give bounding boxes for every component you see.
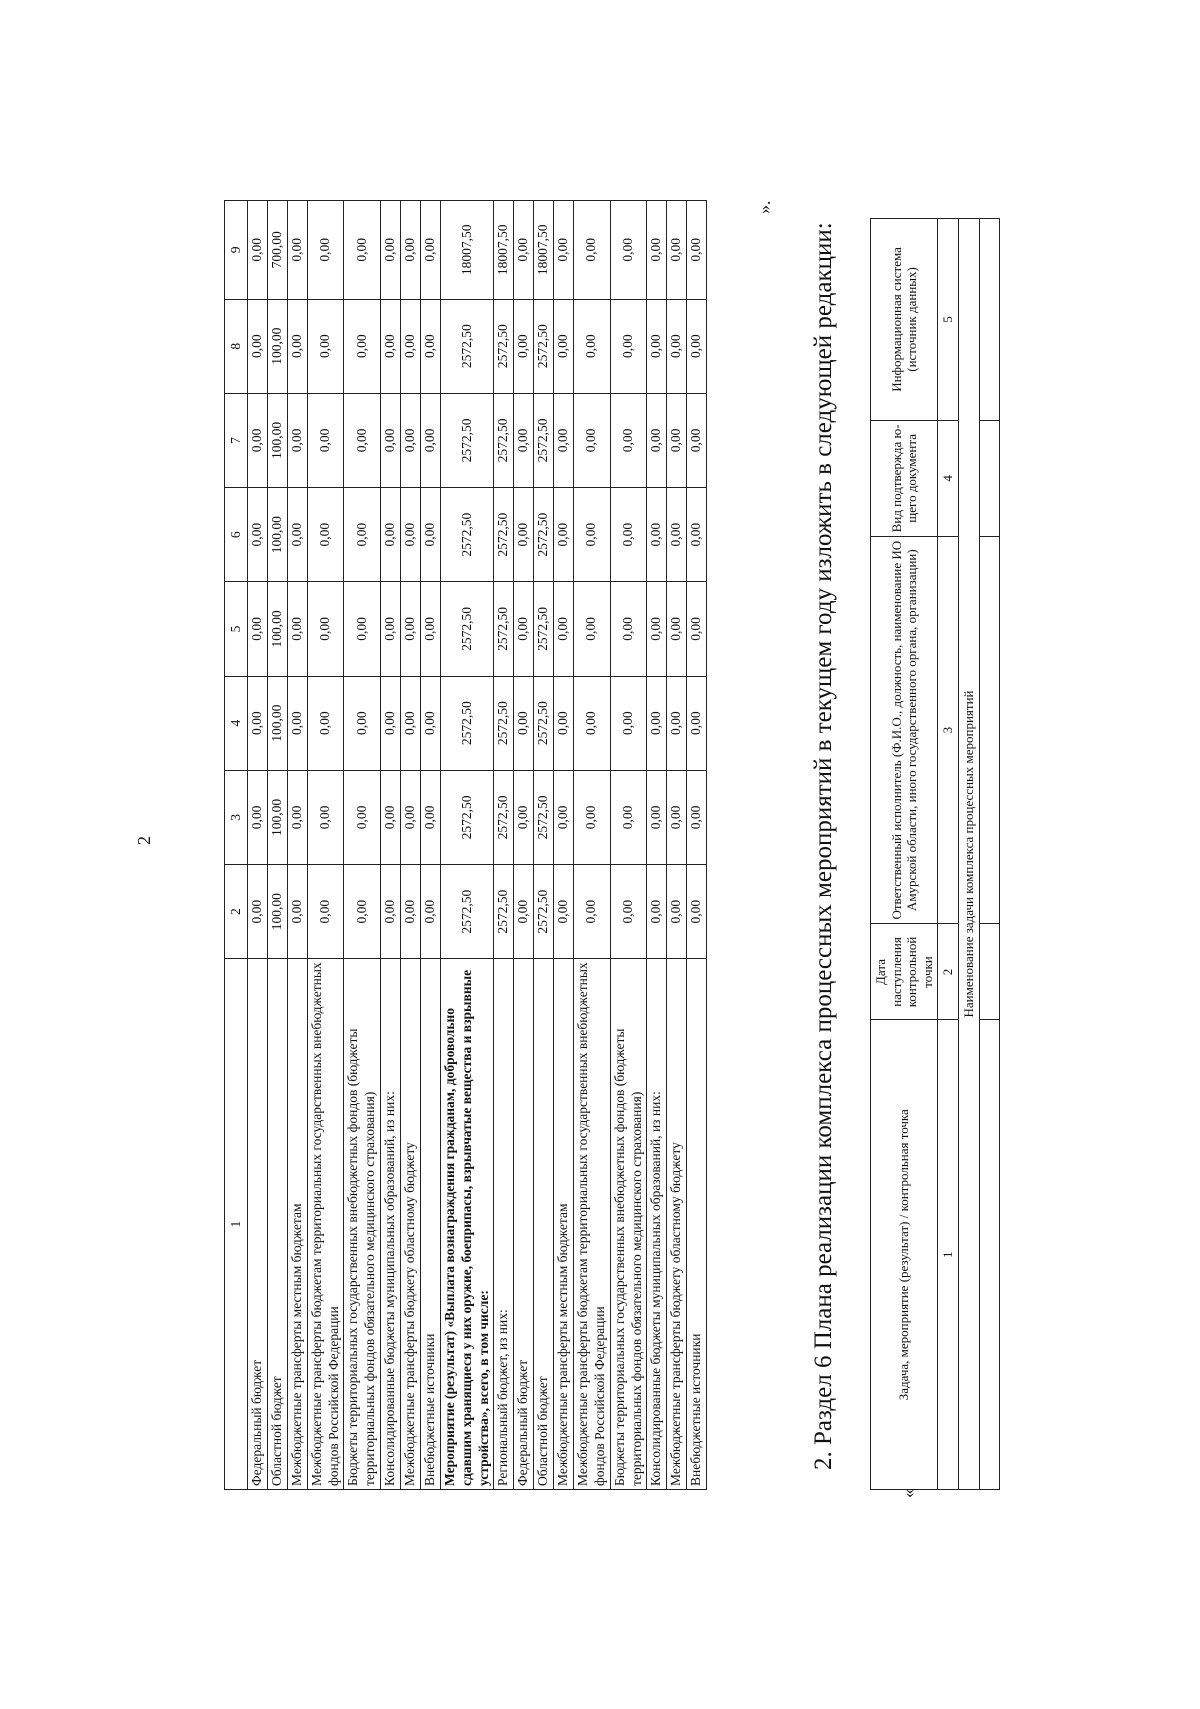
budget-value: 0,00	[610, 201, 647, 300]
column-number-header: 6	[225, 488, 248, 582]
budget-value: 0,00	[514, 201, 534, 300]
budget-source-name: Консолидированные бюджеты муниципальных образований, из них:	[381, 959, 401, 1490]
budget-value: 100,00	[267, 393, 287, 487]
budget-value: 0,00	[647, 865, 667, 959]
budget-value: 100,00	[267, 865, 287, 959]
budget-value: 0,00	[307, 488, 344, 582]
budget-value: 2572,50	[534, 865, 554, 959]
budget-value: 0,00	[420, 299, 440, 393]
budget-value: 0,00	[647, 393, 667, 487]
budget-value: 0,00	[401, 582, 421, 676]
budget-value: 0,00	[514, 770, 534, 864]
budget-value: 0,00	[667, 393, 687, 487]
budget-value: 0,00	[287, 770, 307, 864]
empty-cell	[979, 219, 1000, 421]
column-number-header: 9	[225, 201, 248, 300]
budget-row	[440, 201, 494, 1490]
budget-value: 0,00	[573, 865, 610, 959]
budget-value: 100,00	[267, 582, 287, 676]
budget-value: 0,00	[381, 488, 401, 582]
budget-value: 0,00	[420, 201, 440, 300]
budget-value: 0,00	[381, 770, 401, 864]
budget-value: 2572,50	[440, 488, 494, 582]
budget-value: 0,00	[514, 299, 534, 393]
column-number-header: 3	[225, 770, 248, 864]
budget-value: 0,00	[307, 770, 344, 864]
budget-row	[401, 201, 421, 1490]
budget-value: 0,00	[307, 676, 344, 770]
budget-value: 0,00	[514, 865, 534, 959]
budget-value: 0,00	[248, 865, 268, 959]
budget-value: 0,00	[287, 488, 307, 582]
budget-value: 0,00	[667, 770, 687, 864]
budget-value: 2572,50	[440, 676, 494, 770]
budget-value: 0,00	[307, 393, 344, 487]
budget-value: 0,00	[687, 582, 707, 676]
budget-value: 18007,50	[494, 201, 514, 300]
empty-cell	[979, 1020, 1000, 1490]
budget-row	[267, 201, 287, 1490]
budget-value: 0,00	[344, 582, 381, 676]
budget-row	[667, 201, 687, 1490]
budget-value: 0,00	[248, 770, 268, 864]
section-heading: 2. Раздел 6 Плана реализации комплекса процессных мероприятий в текущем году изложить в следующей редакции:	[810, 222, 837, 1470]
budget-value: 0,00	[687, 676, 707, 770]
budget-value: 2572,50	[534, 582, 554, 676]
budget-value: 2572,50	[494, 299, 514, 393]
budget-value: 2572,50	[440, 865, 494, 959]
budget-value: 0,00	[554, 770, 574, 864]
column-number-header: 1	[225, 959, 248, 1490]
budget-value: 0,00	[573, 201, 610, 300]
budget-value: 0,00	[344, 201, 381, 300]
budget-value: 0,00	[610, 299, 647, 393]
budget-source-name: Межбюджетные трансферты местным бюджетам	[287, 959, 307, 1490]
budget-row	[307, 201, 344, 1490]
budget-value: 0,00	[554, 201, 574, 300]
plan-column-number: 3	[938, 536, 959, 924]
opening-quote: «	[898, 1489, 918, 1498]
budget-value: 0,00	[573, 676, 610, 770]
budget-value: 0,00	[401, 676, 421, 770]
column-number-header: 4	[225, 676, 248, 770]
budget-source-name: Межбюджетные трансферты бюджетам территориальных государственных внебюджетных фондов Российской Федерации	[307, 959, 344, 1490]
budget-value: 0,00	[344, 865, 381, 959]
budget-value: 0,00	[610, 676, 647, 770]
budget-source-name: Внебюджетные источники	[687, 959, 707, 1490]
budget-value: 2572,50	[440, 393, 494, 487]
budget-source-name: Региональный бюджет, из них:	[494, 959, 514, 1490]
budget-row	[647, 201, 667, 1490]
budget-value: 0,00	[687, 770, 707, 864]
budget-value: 0,00	[514, 393, 534, 487]
budget-value: 2572,50	[534, 488, 554, 582]
budget-value: 0,00	[344, 393, 381, 487]
page-number: 2	[134, 836, 154, 845]
plan-column-header: Задача, мероприятие (результат) / контрольная точка	[871, 1020, 938, 1490]
plan-table-header-row	[871, 219, 938, 1490]
budget-value: 0,00	[573, 488, 610, 582]
budget-table-column-numbers	[225, 201, 248, 1490]
budget-value: 0,00	[667, 865, 687, 959]
budget-value: 0,00	[610, 582, 647, 676]
budget-value: 0,00	[287, 201, 307, 300]
budget-value: 0,00	[514, 488, 534, 582]
budget-row	[381, 201, 401, 1490]
empty-cell	[979, 924, 1000, 1020]
plan-column-header: Ответственный исполнитель (Ф.И.О., должность, наименование ИО Амурской области, иного государственного органа, организации)	[871, 536, 938, 924]
budget-value: 0,00	[287, 299, 307, 393]
budget-value: 2572,50	[440, 299, 494, 393]
budget-value: 2572,50	[534, 676, 554, 770]
budget-value: 0,00	[420, 582, 440, 676]
budget-source-name: Внебюджетные источники	[420, 959, 440, 1490]
budget-source-name: Межбюджетные трансферты бюджету областному бюджету	[401, 959, 421, 1490]
budget-value: 0,00	[401, 299, 421, 393]
budget-value: 0,00	[667, 201, 687, 300]
budget-source-name: Областной бюджет	[534, 959, 554, 1490]
budget-value: 0,00	[381, 201, 401, 300]
plan-column-number: 2	[938, 924, 959, 1020]
budget-value: 0,00	[514, 676, 534, 770]
budget-value: 2572,50	[534, 299, 554, 393]
plan-column-header: Дата наступления контрольной точки	[871, 924, 938, 1020]
budget-value: 0,00	[344, 299, 381, 393]
budget-value: 0,00	[647, 676, 667, 770]
budget-value: 0,00	[307, 201, 344, 300]
budget-value: 0,00	[248, 299, 268, 393]
budget-value: 0,00	[381, 865, 401, 959]
budget-value: 0,00	[554, 865, 574, 959]
budget-value: 0,00	[381, 582, 401, 676]
budget-row	[344, 201, 381, 1490]
budget-value: 0,00	[248, 201, 268, 300]
budget-value: 0,00	[647, 770, 667, 864]
budget-value: 0,00	[687, 201, 707, 300]
budget-value: 100,00	[267, 299, 287, 393]
budget-value: 0,00	[248, 582, 268, 676]
budget-value: 0,00	[610, 770, 647, 864]
budget-value: 0,00	[554, 676, 574, 770]
plan-column-number: 5	[938, 219, 959, 421]
closing-quote: ».	[754, 200, 774, 214]
budget-value: 18007,50	[440, 201, 494, 300]
budget-value: 0,00	[573, 299, 610, 393]
budget-row	[610, 201, 647, 1490]
column-number-header: 8	[225, 299, 248, 393]
budget-value: 0,00	[248, 393, 268, 487]
budget-value: 0,00	[667, 488, 687, 582]
plan-column-header: Информационная система (источник данных)	[871, 219, 938, 421]
budget-value: 0,00	[687, 488, 707, 582]
budget-source-name: Областной бюджет	[267, 959, 287, 1490]
budget-value: 0,00	[248, 676, 268, 770]
budget-value: 100,00	[267, 488, 287, 582]
task-name-cell: Наименование задачи комплекса процессных мероприятий	[958, 219, 979, 1490]
budget-source-name: Бюджеты территориальных государственных внебюджетных фондов (бюджеты территориальных фондов обязательного медицинского страхования)	[344, 959, 381, 1490]
budget-source-name: Бюджеты территориальных государственных внебюджетных фондов (бюджеты территориальных фондов обязательного медицинского страхования)	[610, 959, 647, 1490]
budget-value: 2572,50	[534, 393, 554, 487]
budget-value: 0,00	[687, 299, 707, 393]
budget-value: 0,00	[667, 582, 687, 676]
plan-column-header: Вид подтвержда ю-щего документа	[871, 420, 938, 536]
budget-value: 0,00	[381, 393, 401, 487]
budget-row	[534, 201, 554, 1490]
budget-value: 0,00	[344, 676, 381, 770]
budget-value: 0,00	[401, 201, 421, 300]
plan-table-column-numbers	[938, 219, 959, 1490]
budget-value: 2572,50	[494, 676, 514, 770]
budget-value: 0,00	[344, 488, 381, 582]
budget-table-body	[248, 201, 707, 1490]
budget-value: 0,00	[420, 676, 440, 770]
budget-value: 0,00	[344, 770, 381, 864]
budget-value: 0,00	[647, 299, 667, 393]
budget-value: 0,00	[401, 393, 421, 487]
budget-value: 0,00	[401, 770, 421, 864]
budget-table	[224, 200, 707, 1490]
budget-value: 0,00	[381, 299, 401, 393]
budget-value: 0,00	[420, 488, 440, 582]
column-number-header: 2	[225, 865, 248, 959]
budget-source-name: Межбюджетные трансферты местным бюджетам	[554, 959, 574, 1490]
budget-value: 0,00	[554, 393, 574, 487]
budget-value: 2572,50	[494, 865, 514, 959]
budget-source-name: Консолидированные бюджеты муниципальных образований, из них:	[647, 959, 667, 1490]
budget-source-name: Межбюджетные трансферты бюджету областному бюджету	[667, 959, 687, 1490]
budget-value: 0,00	[420, 770, 440, 864]
budget-value: 0,00	[248, 488, 268, 582]
budget-value: 2572,50	[534, 770, 554, 864]
budget-value: 0,00	[554, 488, 574, 582]
budget-value: 2572,50	[440, 770, 494, 864]
budget-source-name: Федеральный бюджет	[248, 959, 268, 1490]
budget-source-name: Федеральный бюджет	[514, 959, 534, 1490]
budget-value: 0,00	[573, 393, 610, 487]
budget-value: 0,00	[287, 393, 307, 487]
budget-value: 0,00	[401, 865, 421, 959]
budget-row	[514, 201, 534, 1490]
budget-value: 0,00	[610, 393, 647, 487]
budget-value: 0,00	[573, 582, 610, 676]
budget-row	[494, 201, 514, 1490]
empty-cell	[979, 536, 1000, 924]
budget-row	[248, 201, 268, 1490]
budget-value: 0,00	[420, 865, 440, 959]
budget-value: 0,00	[687, 393, 707, 487]
budget-value: 0,00	[307, 299, 344, 393]
plan-column-number: 4	[938, 420, 959, 536]
budget-value: 0,00	[667, 676, 687, 770]
budget-value: 2572,50	[494, 393, 514, 487]
budget-value: 0,00	[687, 865, 707, 959]
budget-value: 700,00	[267, 201, 287, 300]
budget-value: 100,00	[267, 770, 287, 864]
budget-row	[554, 201, 574, 1490]
budget-row	[687, 201, 707, 1490]
budget-row	[287, 201, 307, 1490]
plan-table	[870, 218, 1000, 1490]
budget-value: 0,00	[647, 201, 667, 300]
column-number-header: 5	[225, 582, 248, 676]
budget-value: 0,00	[647, 582, 667, 676]
budget-value: 2572,50	[494, 582, 514, 676]
budget-value: 0,00	[514, 582, 534, 676]
document-sheet	[158, 200, 1078, 1498]
empty-cell	[979, 420, 1000, 536]
budget-value: 0,00	[401, 488, 421, 582]
budget-row	[573, 201, 610, 1490]
budget-value: 2572,50	[440, 582, 494, 676]
budget-value: 0,00	[610, 865, 647, 959]
budget-value: 2572,50	[494, 770, 514, 864]
budget-source-name: Мероприятие (результат) «Выплата вознаграждения гражданам, добровольно сдавшим хранящиеся у них оружие, боеприпасы, взрывчатые вещества и взрывные устройства», всего, в том числе:	[440, 959, 494, 1490]
budget-value: 100,00	[267, 676, 287, 770]
budget-value: 18007,50	[534, 201, 554, 300]
budget-value: 0,00	[287, 676, 307, 770]
budget-value: 0,00	[420, 393, 440, 487]
budget-value: 0,00	[287, 865, 307, 959]
column-number-header: 7	[225, 393, 248, 487]
plan-column-number: 1	[938, 1020, 959, 1490]
budget-source-name: Межбюджетные трансферты бюджетам территориальных государственных внебюджетных фондов Российской Федерации	[573, 959, 610, 1490]
budget-value: 0,00	[307, 582, 344, 676]
budget-row	[420, 201, 440, 1490]
plan-table-empty-row	[979, 219, 1000, 1490]
budget-value: 0,00	[554, 582, 574, 676]
budget-value: 0,00	[667, 299, 687, 393]
budget-value: 0,00	[573, 770, 610, 864]
budget-value: 0,00	[554, 299, 574, 393]
budget-value: 0,00	[647, 488, 667, 582]
budget-value: 0,00	[287, 582, 307, 676]
budget-value: 0,00	[307, 865, 344, 959]
budget-value: 0,00	[381, 676, 401, 770]
budget-value: 0,00	[610, 488, 647, 582]
plan-table-task-row	[958, 219, 979, 1490]
budget-value: 2572,50	[494, 488, 514, 582]
